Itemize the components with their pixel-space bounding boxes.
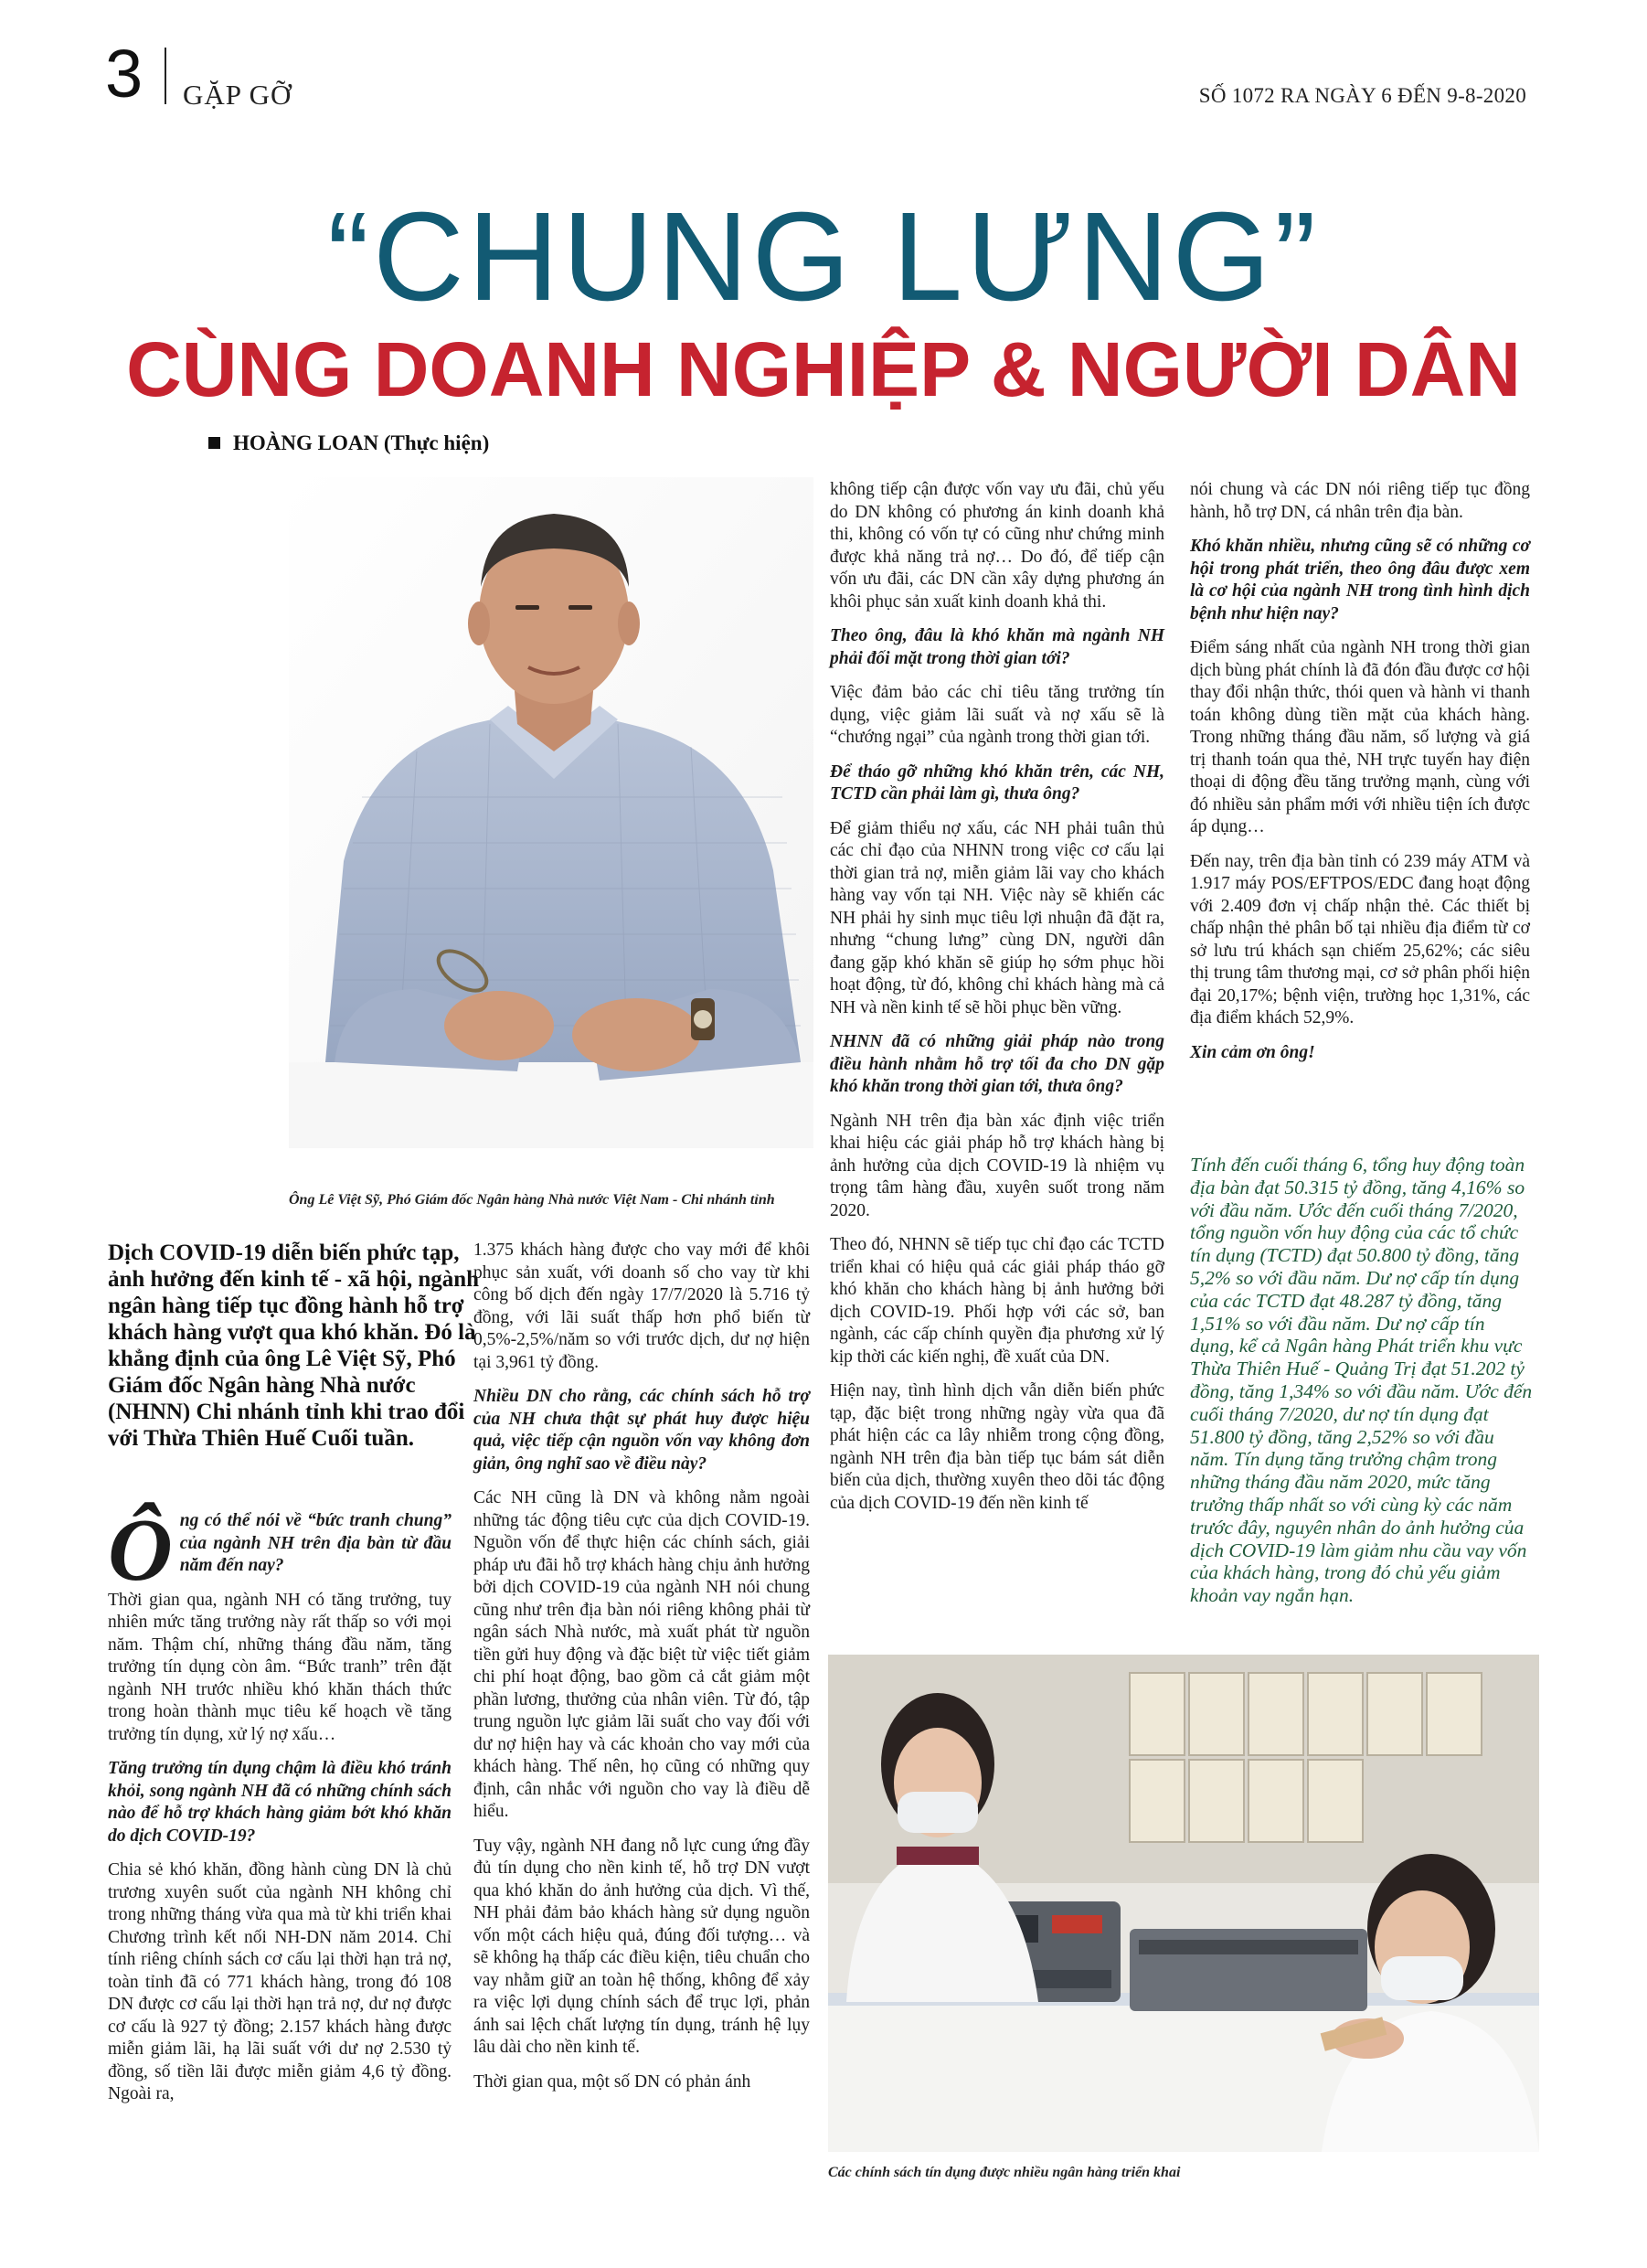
answer-3c: Thời gian qua, một số DN có phản ánh (473, 2071, 751, 2092)
answer-1: Thời gian qua, ngành NH có tăng trưởng, tuy nhiên mức tăng trưởng này rất thấp so với mọi năm. Thậm chí, những tháng đầu năm, tăng trưởng tín dụng còn âm. “Bức tranh” trên đặt ngành NH trước nhiều khó khăn thách thức trong hoàn thành mục tiêu kế hoạch về tăng trưởng tín dụng, xử lý nợ xấu… (108, 1590, 452, 1744)
column-4 (1190, 479, 1530, 1076)
answer-6: Ngành NH trên địa bàn xác định việc triển khai hiệu các giải pháp hỗ trợ khách hàng bị ảnh hưởng của dịch COVID-19 là nhiệm vụ trọng tâm hàng đầu, xuyên suốt trong năm 2020. (830, 1111, 1164, 1220)
headline-line2: CÙNG DOANH NGHIỆP & NGƯỜI DÂN (126, 326, 1521, 412)
answer-6-continued: nói chung và các DN nói riêng tiếp tục đồng hành, hỗ trợ DN, cá nhân trên địa bàn. (1190, 480, 1530, 522)
issue-info: SỐ 1072 RA NGÀY 6 ĐẾN 9-8-2020 (1198, 84, 1526, 107)
stats-sidebar-text: Tính đến cuối tháng 6, tổng huy động toàn địa bàn đạt 50.315 tỷ đồng, tăng 4,16% so với đầu năm. Ước đến cuối tháng 7/2020, tổng nguồn vốn huy động của các tổ chức tín dụng (TCTD) đạt 50.800 tỷ đồng, tăng 5,2% so với đầu năm. Dư nợ cấp tín dụng của các TCTD đạt 48.287 tỷ đồng, tăng 1,51% so với đầu năm. Dư nợ cấp tín dụng, kể cả Ngân hàng Phát triển khu vực Thừa Thiên Huế - Quảng Trị đạt 51.202 tỷ đồng, tăng 1,34% so với đầu năm. Ước đến cuối tháng 7/2020, dư nợ tín dụng đạt 51.800 tỷ đồng, tăng 2,52% so với đầu năm. Tín dụng tăng trưởng chậm trong những tháng đầu năm 2020, mức tăng trưởng thấp nhất so với cùng kỳ các năm trước đây, nguyên nhân do ảnh hưởng của dịch COVID-19 làm giảm nhu cầu vay vốn của khách hàng, trong đó chủ yếu giảm khoản vay ngắn hạn. (1190, 1154, 1533, 1607)
answer-7: Điểm sáng nhất của ngành NH trong thời gian dịch bùng phát chính là đã đón đầu được cơ hội thay đổi nhận thức, thói quen và hành vi thanh toán không dùng tiền mặt của khách hàng. Trong những tháng đầu năm, số lượng và giá trị thanh toán qua thẻ, NH trực tuyến hay điện thoại di động đều tăng trưởng mạnh, cùng với đó nhiều sản phẩm mới với nhiều tiện ích được áp dụng… (1190, 638, 1530, 836)
answer-6c: Hiện nay, tình hình dịch vẫn diễn biến phức tạp, đặc biệt trong những ngày vừa qua đã phát hiện các ca lây nhiễm trong cộng đồng, ngành NH trên địa bàn tiếp tục bám sát diễn biến của dịch, thường xuyên theo dõi tác động của dịch COVID-19 đến nền kinh tế (830, 1381, 1164, 1513)
byline-square-icon (208, 437, 220, 449)
question-3: Nhiều DN cho rằng, các chính sách hỗ trợ của NH chưa thật sự phát huy được hiệu quả, việc tiếp cận nguồn vốn vay không đơn giản, ông nghĩ sao về điều này? (473, 1387, 810, 1474)
answer-4: Việc đảm bảo các chỉ tiêu tăng trưởng tín dụng, việc giảm lãi suất và nợ xấu sẽ là “chướng ngại” của ngành trong thời gian tới. (830, 683, 1164, 747)
question-4: Theo ông, đâu là khó khăn mà ngành NH phải đối mặt trong thời gian tới? (830, 626, 1164, 668)
header-divider (165, 48, 166, 104)
answer-3b: Tuy vậy, ngành NH đang nỗ lực cung ứng đầy đủ tín dụng cho nền kinh tế, hỗ trợ DN vượt qua khó khăn do ảnh hưởng của dịch. Vì thế, NH phải đảm bảo khách hàng sử dụng nguồn vốn một cách hiệu quả, đúng đối tượng… và sẽ không hạ thấp các điều kiện, tiêu chuẩn cho vay nhằm giữ an toàn hệ thống, không để xảy ra việc lợi dụng chính sách để trục lợi, phản ánh sai lệch chất lượng tín dụng, tránh hệ lụy lâu dài cho nền kinh tế. (473, 1836, 810, 2057)
question-2: Tăng trưởng tín dụng chậm là điều khó tránh khỏi, song ngành NH đã có những chính sách nào để hỗ trợ khách hàng giảm bớt khó khăn do dịch COVID-19? (108, 1759, 452, 1846)
answer-3: Các NH cũng là DN và không nằm ngoài những tác động tiêu cực của dịch COVID-19. Nguồn vốn để thực hiện các chính sách, giải pháp ưu đãi hỗ trợ khách hàng chịu ảnh hưởng bởi dịch COVID-19 của ngành NH nói chung cũng như trên địa bàn nói riêng không phải từ ngân sách Nhà nước, mà xuất phát từ nguồn tiền gửi huy động và đặc biệt từ việc tiết giảm chi phí hoạt động, bao gồm cả cắt giảm một phần lương, thưởng của nhân viên. Từ đó, tập trung nguồn lực giảm lãi suất cho vay đối với dư nợ hiện hay và các khoản cho vay mới của khách hàng. Thế nên, họ cũng có những quy định, cân nhắc với nguồn cho vay là điều dễ hiểu. (473, 1488, 810, 1821)
lead-text: Dịch COVID-19 diễn biến phức tạp, ảnh hưởng đến kinh tế - xã hội, ngành ngân hàng tiếp tục đồng hành hỗ trợ khách hàng vượt qua khó khăn. Đó là khẳng định của ông Lê Việt Sỹ, Phó Giám đốc Ngân hàng Nhà nước (NHNN) Chi nhánh tỉnh khi trao đổi với Thừa Thiên Huế Cuối tuần. (108, 1240, 480, 1451)
answer-5: Để giảm thiểu nợ xấu, các NH phải tuân thủ các chỉ đạo của NHNN trong việc cơ cấu lại thời gian trả nợ, miễn giảm lãi vay cho khách hàng vay vốn tại NH. Việc này sẽ khiến các NH phải hy sinh mục tiêu lợi nhuận đã đặt ra, nhưng “chung lưng” cùng DN, người dân đang gặp khó khăn sẽ giúp họ sớm phục hồi hoạt động, từ đó, không chỉ khách hàng mà cả NH và nền kinh tế sẽ hồi phục bền vững. (830, 818, 1164, 1017)
column-1 (108, 1501, 452, 2118)
answer-2: Chia sẻ khó khăn, đồng hành cùng DN là chủ trương xuyên suốt của ngành NH không chỉ trong những tháng vừa qua mà từ khi triển khai Chương trình kết nối NH-DN năm 2014. Chỉ tính riêng chính sách cơ cấu lại thời hạn trả nợ, toàn tỉnh đã có 771 khách hàng, trong đó 108 DN được cơ cấu lại thời hạn trả nợ, dư nợ được cơ cấu là 927 tỷ đồng; 2.157 khách hàng được miễn giảm lãi, hạ lãi suất với dư nợ 2.530 tỷ đồng, số tiền lãi được miễn giảm 4,6 tỷ đồng. Ngoài ra, (108, 1860, 452, 2103)
bank-photo (828, 1655, 1539, 2152)
page-number: 3 (105, 36, 143, 112)
answer-6b: Theo đó, NHNN sẽ tiếp tục chỉ đạo các TCTD triển khai có hiệu quả các giải pháp tháo gỡ khó khăn cho khách hàng bị ảnh hưởng bởi dịch COVID-19. Phối hợp với các sở, ban ngành, các cấp chính quyền địa phương xử lý kịp thời các kiến nghị, đề xuất của DN. (830, 1235, 1164, 1367)
question-6: NHNN đã có những giải pháp nào trong điều hành nhằm hỗ trợ tối đa cho DN gặp khó khăn trong thời gian tới, thưa ông? (830, 1032, 1164, 1096)
closing-thanks: Xin cảm ơn ông! (1190, 1042, 1315, 1062)
answer-7b: Đến nay, trên địa bàn tỉnh có 239 máy ATM và 1.917 máy POS/EFTPOS/EDC đang hoạt động với 2.409 đơn vị chấp nhận thẻ. Các thiết bị chấp nhận thẻ phân bố tại nhiều địa điểm từ cơ sở lưu trú khách sạn chiếm 25,62%; các siêu thị trung tâm thương mại, cơ sở phân phối hiện đại 20,17%; bệnh viện, trường học 1,31%, các địa điểm khách 52,9%. (1190, 851, 1530, 1028)
bank-photo-caption: Các chính sách tín dụng được nhiều ngân hàng triển khai (828, 2165, 1181, 2180)
byline-text: HOÀNG LOAN (Thực hiện) (233, 431, 490, 454)
headline-line1: “CHUNG LƯNG” (327, 186, 1320, 327)
column-3 (830, 479, 1164, 1527)
question-7: Khó khăn nhiều, nhưng cũng sẽ có những cơ hội trong phát triển, theo ông đâu được xem là cơ hội của ngành NH trong tình hình dịch bệnh như hiện nay? (1190, 537, 1530, 623)
question-1-text: ng có thể nói về “bức tranh chung” của ngành NH trên địa bàn từ đầu năm đến nay? (179, 1511, 452, 1575)
portrait-caption: Ông Lê Việt Sỹ, Phó Giám đốc Ngân hàng Nhà nước Việt Nam - Chi nhánh tỉnh (289, 1192, 775, 1208)
answer-continued: 1.375 khách hàng được cho vay mới để khôi phục sản xuất, với doanh số cho vay từ khi công bố dịch đến ngày 17/7/2020 là 5.716 tỷ đồng, với lãi suất thấp hơn phổ biến từ 0,5%-2,5%/năm so với trước dịch, dư nợ hiện tại 3,961 tỷ đồng. (473, 1240, 810, 1372)
lead-paragraph (108, 1240, 492, 1452)
question-5: Để tháo gỡ những khó khăn trên, các NH, TCTD cần phải làm gì, thưa ông? (830, 761, 1164, 804)
drop-cap: Ô (108, 1501, 173, 1600)
byline (208, 431, 489, 455)
stats-sidebar (1190, 1154, 1534, 1607)
column-2 (473, 1240, 810, 2105)
portrait-photo (289, 477, 813, 1148)
answer-3-continued: không tiếp cận được vốn vay ưu đãi, chủ yếu do DN không có phương án kinh doanh khả thi, không có vốn tự có cũng như chứng minh được khả năng trả nợ… Do đó, để tiếp cận vốn ưu đãi, các DN cần xây dựng phương án khôi phục sản xuất kinh doanh khả thi. (830, 480, 1164, 612)
question-1 (108, 1501, 452, 1600)
section-label: GẶP GỠ (183, 79, 292, 111)
